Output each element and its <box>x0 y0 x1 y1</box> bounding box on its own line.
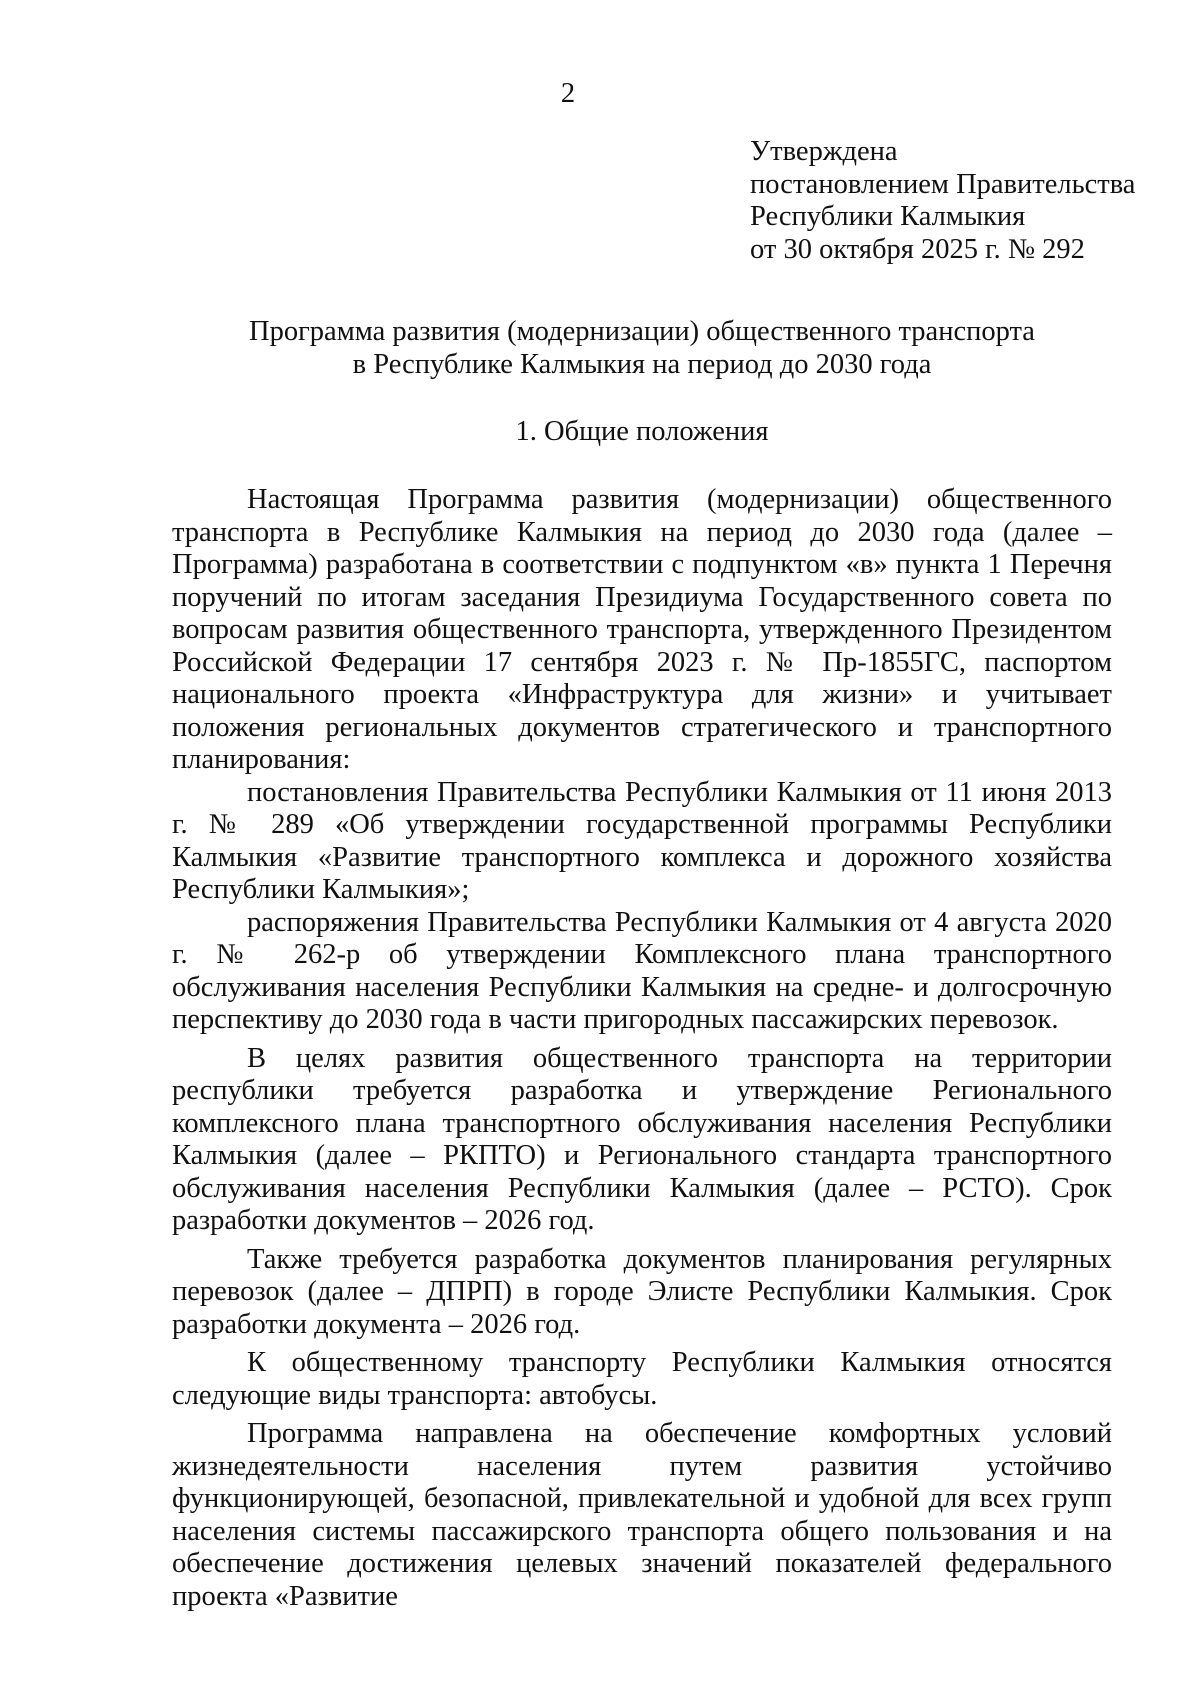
paragraph: Настоящая Программа развития (модернизации) общественного транспорта в Республике Калмыкия на период до 2030 года (далее – Программа) разработана в соответствии с подпунктом «в» пункта 1 Перечня поручений по итогам заседания Президиума Государственного совета по вопросам развития общественного транспорта, утвержденного Президентом Российской Федерации 17 сентября 2023 г. № Пр-1855ГС, паспортом национального проекта «Инфраструктура для жизни» и учитывает положения региональных документов стратегического и транспортного планирования: <box>172 484 1112 775</box>
paragraph: распоряжения Правительства Республики Калмыкия от 4 августа 2020 г. № 262-р об утверждении Комплексного плана транспортного обслуживания населения Республики Калмыкия на средне- и долгосрочную перспективу до 2030 года в части пригородных пассажирских перевозок. <box>172 906 1112 1035</box>
approval-block <box>750 136 1170 266</box>
approval-line: от 30 октября 2025 г. № 292 <box>750 233 1085 265</box>
approval-line: Утверждена <box>750 136 898 167</box>
paragraph: К общественному транспорту Республики Калмыкия относятся следующие виды транспорта: автобусы. <box>172 1347 1112 1411</box>
body-text <box>172 484 1112 1613</box>
document-title <box>172 316 1112 381</box>
title-line: Программа развития (модернизации) общественного транспорта <box>249 316 1035 347</box>
paragraph: В целях развития общественного транспорта на территории республики требуется разработка и утверждение Регионального комплексного плана транспортного обслуживания населения Республики Калмыкия (далее – РКПТО) и Регионального стандарта транспортного обслуживания населения Республики Калмыкия (далее – РСТО). Срок разработки документов – 2026 год. <box>172 1042 1112 1236</box>
approval-line: Республики Калмыкия <box>750 201 1026 232</box>
page-number: 2 <box>560 78 576 109</box>
approval-line: постановлением Правительства <box>750 168 1136 200</box>
paragraph: постановления Правительства Республики Калмыкия от 11 июня 2013 г. № 289 «Об утверждении государственной программы Республики Калмыкия «Развитие транспортного комплекса и дорожного хозяйства Республики Калмыкия»; <box>172 776 1112 905</box>
title-line: в Республике Калмыкия на период до 2030 года <box>352 348 932 380</box>
section-heading: 1. Общие положения <box>515 416 769 447</box>
paragraph: Программа направлена на обеспечение комфортных условий жизнедеятельности населения путем развития устойчиво функционирующей, безопасной, привлекательной и удобной для всех групп населения системы пассажирского транспорта общего пользования и на обеспечение достижения целевых значений показателей федерального проекта «Развитие <box>172 1418 1112 1612</box>
paragraph: Также требуется разработка документов планирования регулярных перевозок (далее – ДПРП) в городе Элисте Республики Калмыкия. Срок разработки документа – 2026 год. <box>172 1243 1112 1340</box>
